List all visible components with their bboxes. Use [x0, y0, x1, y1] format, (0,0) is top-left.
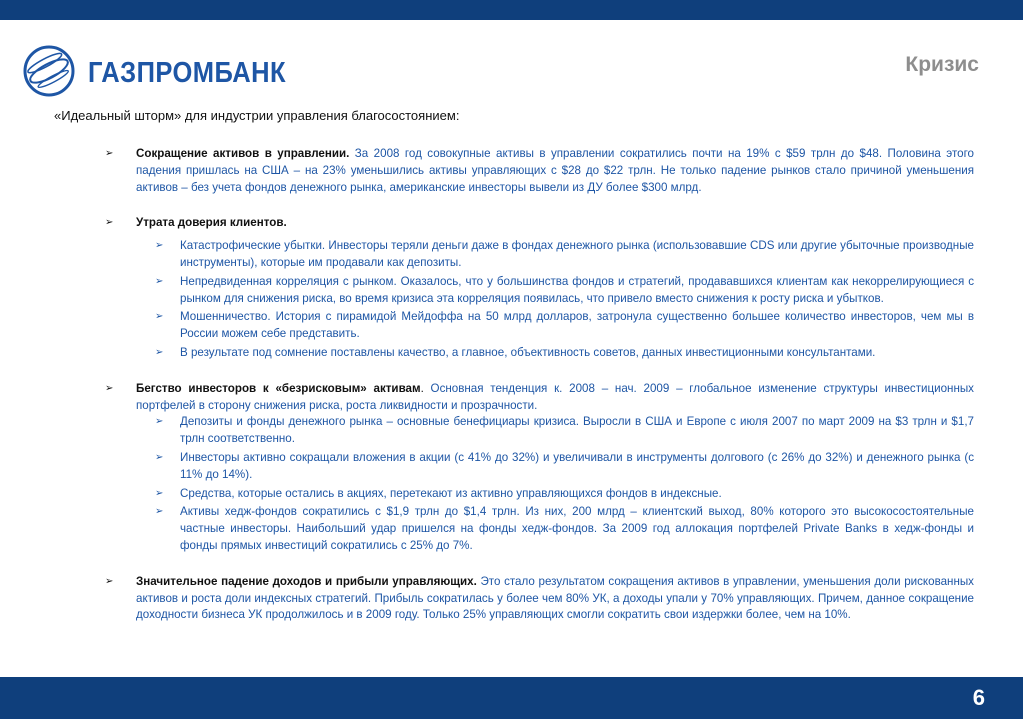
bullet-heading: Сокращение активов в управлении. — [136, 147, 350, 160]
slide-subtitle: «Идеальный шторм» для индустрии управления благосостоянием: — [54, 108, 460, 123]
arrow-bullet-icon: ➢ — [155, 451, 164, 463]
bullet-item — [105, 574, 974, 624]
bullet-item — [105, 146, 974, 196]
sub-bullet-item: ➢ Катастрофические убытки. Инвесторы теряли деньги даже в фондах денежного рынка (использовавшие CDS или другие убыточные производные инструменты), которые им продавали как депозиты. — [155, 239, 974, 269]
page-number: 6 — [972, 685, 985, 710]
bullet-body: Это стало результатом сокращения активов в управлении, уменьшения доли рискованных активов и роста доли индексных стратегий. Прибыль сократилась у более чем 80% УК, а доходы упали у 70% управляющих. Причем, данное сокращение доходности бизнеса УК продолжилось и в 2009 году. Только 25% управляющих смогли сократить свои издержки более, чем на 10%. — [136, 574, 974, 622]
bullet-item — [105, 215, 974, 232]
arrow-bullet-icon: ➢ — [155, 346, 164, 358]
arrow-bullet-icon: ➢ — [155, 487, 164, 499]
bullet-heading: Бегство инвесторов к «безрисковым» активам — [136, 381, 421, 395]
arrow-bullet-icon: ➢ — [105, 575, 114, 587]
brand-name: ГАЗПРОМБАНК — [88, 57, 287, 89]
arrow-bullet-icon: ➢ — [155, 416, 164, 428]
sub-bullet-item: ➢ Мошенничество. История с пирамидой Мейдоффа на 50 млрд долларов, затронула существенно большее количество инвесторов, чем мы в России можем себе представить. — [155, 310, 974, 341]
bullet-separator: . — [420, 381, 424, 395]
bullet-body: Основная тенденция к. 2008 – нач. 2009 – глобальное изменение структуры инвестиционных портфелей в сторону снижения риска, роста ликвидности и прозрачности. — [136, 381, 974, 412]
arrow-bullet-icon: ➢ — [155, 506, 164, 518]
sub-bullet-item: ➢ В результате под сомнение поставлены качество, а главное, объективность советов, данных инвестиционными консультантами. — [105, 345, 974, 362]
sub-bullet-item: ➢ Активы хедж-фондов сократились с $1,9 трлн до $1,4 трлн. Из них, 200 млрд – клиентский выход, 80% которого это высокосостоятельные частные инвесторы. Наибольший удар пришелся на фонды хедж-фондов. За 2009 год аллокация портфелей Private Banks в хедж-фонды и фонды прямых инвестиций сократились с 25% до 7%. — [155, 505, 974, 552]
sub-bullet-item: ➢ Депозиты и фонды денежного рынка – основные бенефициары кризиса. Выросли в США и Европе с июля 2007 по март 2009 на $3 трлн и $1,7 трлн соответственно. — [155, 415, 974, 446]
slide-title: Кризис — [905, 53, 979, 76]
arrow-bullet-icon: ➢ — [105, 148, 114, 159]
arrow-bullet-icon: ➢ — [155, 311, 164, 323]
bullet-item — [105, 381, 974, 415]
sub-bullet-item: ➢ Непредвиденная корреляция с рынком. Оказалось, что у большинства фондов и стратегий, продававшихся клиентам как некоррелирующиеся с рынком для снижения риска, во время кризиса эта корреляция появилась, что привело вместо снижения к росту риска и убытков. — [155, 274, 974, 305]
bullet-heading: Утрата доверия клиентов. — [136, 216, 287, 230]
top-bar — [0, 0, 1023, 20]
sub-bullet-item: ➢ Инвесторы активно сокращали вложения в акции (с 41% до 32%) и увеличивали в инструменты долгового (с 26% до 32%) и денежного рынка (с 11% до 14%). — [155, 450, 974, 481]
bullet-heading: Значительное падение доходов и прибыли управляющих. — [136, 574, 477, 588]
arrow-bullet-icon: ➢ — [155, 275, 164, 287]
bullet-body: За 2008 год совокупные активы в управлении сократились почти на 19% с $59 трлн до $48. Половина этого падения пришлась на США – на 23% уменьшились активы управляющих с $28 до $22 трлн. Не только падение рынков стало причиной уменьшения активов – без учета фондов денежного рынка, американские инвесторы вывели из ДУ более $300 млрд. — [136, 147, 974, 194]
gazprombank-logo-icon — [23, 45, 75, 97]
arrow-bullet-icon: ➢ — [155, 240, 164, 252]
bottom-bar — [0, 677, 1023, 719]
sub-bullet-item: ➢ Средства, которые остались в акциях, перетекают из активно управляющихся фондов в индексные. — [105, 486, 974, 503]
content-body — [105, 146, 974, 624]
arrow-bullet-icon: ➢ — [105, 382, 114, 394]
arrow-bullet-icon: ➢ — [105, 217, 114, 229]
